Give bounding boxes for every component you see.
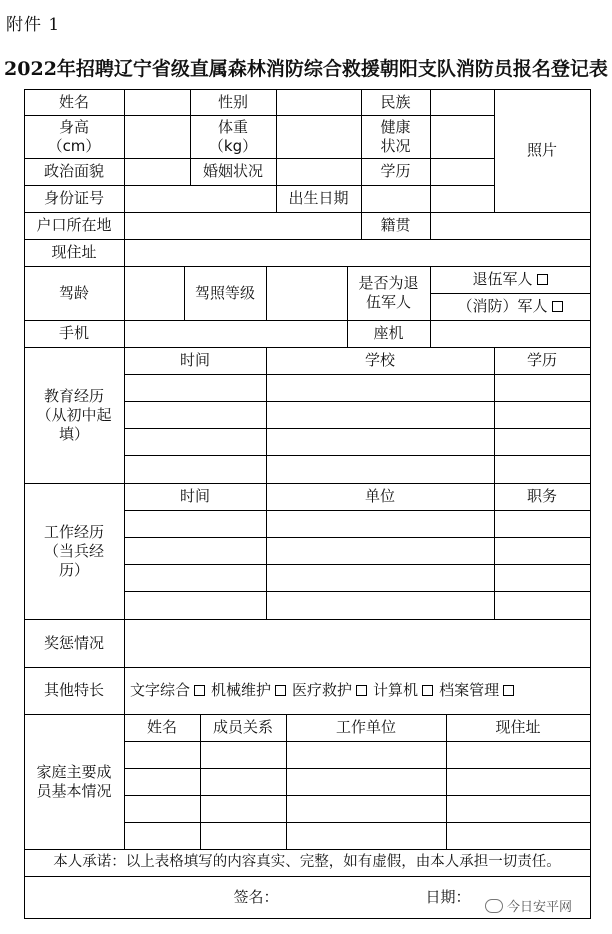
input-current-address[interactable]: [124, 239, 590, 266]
skill-option[interactable]: 文字综合: [130, 681, 205, 700]
label-landline: 座机: [373, 324, 404, 342]
wechat-icon: [485, 899, 503, 913]
label-health: 健康 状况: [380, 117, 411, 155]
date-label: 日期：: [425, 887, 471, 906]
skill-option[interactable]: 机械维护: [211, 681, 286, 700]
work-header-unit: 单位: [364, 487, 395, 505]
label-height: 身高 （cm）: [47, 117, 101, 155]
label-education: 学历: [380, 162, 411, 180]
input-name[interactable]: [124, 89, 190, 115]
label-weight: 体重 （kg）: [208, 117, 258, 155]
label-id-number: 身份证号: [43, 189, 104, 207]
awards-label: 奖惩情况: [43, 633, 104, 652]
label-native-place: 籍贯: [380, 216, 411, 234]
input-height[interactable]: [124, 115, 190, 158]
option-fire-veteran[interactable]: [430, 293, 590, 320]
family-header-relation: 成员关系: [212, 718, 273, 736]
label-mobile: 手机: [58, 324, 89, 342]
input-weight[interactable]: [276, 115, 361, 158]
awards-input[interactable]: [124, 619, 590, 667]
attachment-label: 附件 1: [6, 15, 61, 35]
option-veteran[interactable]: [430, 266, 590, 293]
education-section-label: 教育经历 （从初中起 填）: [36, 386, 112, 443]
watermark-text: 今日安平网: [507, 900, 573, 915]
skill-checkbox[interactable]: [194, 685, 205, 696]
signature-input[interactable]: [286, 876, 416, 918]
input-license-class[interactable]: [266, 266, 347, 320]
work-header-time: 时间: [179, 487, 210, 505]
education-header-time: 时间: [179, 351, 210, 369]
input-household-location[interactable]: [124, 212, 361, 239]
input-landline[interactable]: [430, 320, 590, 347]
skills-options: [124, 667, 590, 714]
input-marital-status[interactable]: [276, 158, 361, 185]
input-ethnicity[interactable]: [430, 89, 494, 115]
input-driving-years[interactable]: [124, 266, 184, 320]
input-birth-date[interactable]: [361, 185, 494, 212]
skills-label: 其他特长: [43, 681, 104, 699]
watermark: [485, 896, 572, 915]
education-header-degree: 学历: [526, 351, 557, 369]
family-section-label: 家庭主要成 员基本情况: [36, 762, 112, 800]
input-native-place[interactable]: [430, 212, 590, 239]
option-veteran-label: 退伍军人: [472, 270, 533, 288]
skill-checkbox[interactable]: [503, 685, 514, 696]
skill-option[interactable]: 医疗救护: [292, 681, 367, 700]
label-birth-date: 出生日期: [288, 189, 349, 207]
label-license-class: 驾照等级: [194, 283, 255, 302]
form-title: 2022年招聘辽宁省级直属森林消防综合救援朝阳支队消防员报名登记表: [4, 58, 608, 80]
label-gender: 性别: [217, 92, 248, 111]
work-section-label: 工作经历 （当兵经 历）: [43, 522, 104, 579]
family-header-address: 现住址: [495, 718, 541, 736]
label-ethnicity: 民族: [380, 92, 411, 111]
education-header-school: 学校: [364, 351, 395, 369]
skill-checkbox[interactable]: [422, 685, 433, 696]
label-political-status: 政治面貌: [43, 162, 104, 180]
family-header-workplace: 工作单位: [335, 718, 396, 736]
pledge-statement: 本人承诺：以上表格填写的内容真实、完整，如有虚假，由本人承担一切责任。: [53, 854, 561, 870]
input-gender[interactable]: [276, 89, 361, 115]
input-id-number[interactable]: [124, 185, 276, 212]
input-mobile[interactable]: [124, 320, 347, 347]
input-health[interactable]: [430, 115, 494, 158]
family-header-name: 姓名: [146, 718, 177, 736]
skill-option[interactable]: 计算机: [373, 681, 433, 700]
label-current-address: 现住址: [51, 243, 97, 261]
work-header-position: 职务: [526, 487, 557, 505]
fire-veteran-checkbox[interactable]: [552, 301, 563, 312]
label-driving-years: 驾龄: [58, 283, 89, 302]
veteran-checkbox[interactable]: [537, 274, 548, 285]
label-is-veteran: 是否为退 伍军人: [358, 274, 419, 311]
signature-label: 签名：: [233, 887, 279, 906]
label-name: 姓名: [58, 92, 89, 111]
input-education[interactable]: [430, 158, 494, 185]
skill-checkbox[interactable]: [356, 685, 367, 696]
skill-checkbox[interactable]: [275, 685, 286, 696]
skill-option[interactable]: 档案管理: [439, 681, 514, 700]
label-household-location: 户口所在地: [36, 216, 112, 234]
input-political-status[interactable]: [124, 158, 190, 185]
photo-box[interactable]: 照片: [526, 141, 557, 159]
option-fire-veteran-label: （消防）军人: [457, 297, 548, 315]
label-marital-status: 婚姻状况: [202, 162, 263, 180]
